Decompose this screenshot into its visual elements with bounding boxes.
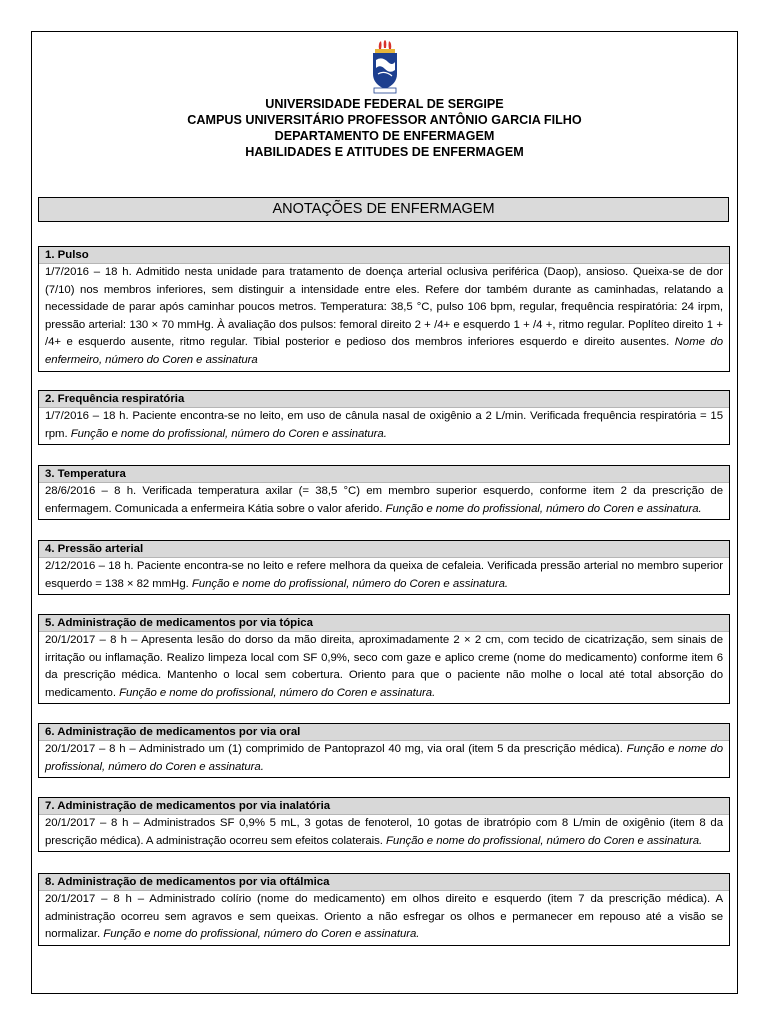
entry-signature: Nome do enfermeiro, número do Coren e assinatura	[45, 336, 724, 366]
entry-text: 20/1/2017 – 8 h – Administrados SF 0,9% 5 mL, 3 gotas de fenoterol, 10 gotas de ibratrópio com 8 L/min de oxigênio (item 8 da prescrição médica). A administração ocorreu sem efeitos colaterais. Função e nome do profissional, número do Coren e assinatura.	[45, 817, 723, 847]
entry-temperatura	[38, 465, 730, 520]
entry-pressao-arterial	[38, 540, 730, 595]
entry-text: 20/1/2017 – 8 h – Administrado um (1) comprimido de Pantoprazol 40 mg, via oral (item 5 da prescrição médica). Função e nome do profissional, número do Coren e assinatura.	[45, 743, 723, 773]
entry-text: 1/7/2016 – 18 h. Admitido nesta unidade para tratamento de doença arterial oclusiva periférica (Daop), ansioso. Queixa-se de dor (7/10) nos membros inferiores, sem distinguir a intensidade entre eles. Refere dor também durante as caminhadas, relatando a necessidade de parar após caminhar poucos metros. Temperatura: 38,5 °C, pulso 106 bpm, regular, frequência respiratória: 24 irpm, pressão arterial: 130 × 70 mmHg. À avaliação dos pulsos: femoral direito 2 + /4+ e esquerdo 1 + /4 +, ritmo regular. Poplíteo direito 1 + /4+ e esquerdo ausente, ritmo regular. Tibial posterior e pedioso dos membros inferiores esquerdo e direito ausentes. Nome do enfermeiro, número do Coren e assinatura	[45, 266, 724, 366]
entry-heading: 8. Administração de medicamentos por via oftálmica	[39, 874, 729, 891]
header-line-1: UNIVERSIDADE FEDERAL DE SERGIPE	[265, 97, 504, 111]
entry-heading: 3. Temperatura	[39, 466, 729, 483]
entry-text: 28/6/2016 – 8 h. Verificada temperatura axilar (= 38,5 °C) em membro superior esquerdo, conforme item 2 da prescrição de enfermagem. Comunicada a enfermeira Kátia sobre o valor aferido. Função e nome do profissional, número do Coren e assinatura.	[45, 485, 723, 515]
entry-signature: Função e nome do profissional, número do Coren e assinatura.	[45, 743, 723, 773]
entry-heading: 6. Administração de medicamentos por via oral	[39, 724, 729, 741]
entry-signature: Função e nome do profissional, número do Coren e assinatura.	[385, 502, 702, 515]
entry-via-topica	[38, 614, 730, 704]
entry-heading: 1. Pulso	[39, 247, 729, 264]
entry-signature: Função e nome do profissional, número do Coren e assinatura.	[70, 427, 387, 440]
entry-signature: Função e nome do profissional, número do Coren e assinatura.	[191, 577, 508, 590]
entry-heading: 2. Frequência respiratória	[39, 391, 729, 408]
entry-via-oral	[38, 723, 730, 778]
entry-signature: Função e nome do profissional, número do Coren e assinatura.	[386, 834, 703, 847]
entry-pulso	[38, 246, 730, 372]
entry-text: 2/12/2016 – 18 h. Paciente encontra-se no leito e refere melhora da queixa de cefaleia. Verificada pressão arterial no membro superior esquerdo = 138 × 82 mmHg. Função e nome do profissional, número do Coren e assinatura.	[45, 560, 723, 590]
entry-heading: 4. Pressão arterial	[39, 541, 729, 558]
entry-signature: Função e nome do profissional, número do Coren e assinatura.	[103, 928, 420, 941]
entry-signature: Função e nome do profissional, número do Coren e assinatura.	[119, 686, 436, 699]
header-line-3: DEPARTAMENTO DE ENFERMAGEM	[274, 129, 495, 143]
university-seal-icon	[370, 40, 400, 94]
entry-text: 20/1/2017 – 8 h – Administrado colírio (nome do medicamento) em olhos direito e esquerdo (item 7 da prescrição médica). A administração ocorreu sem agravos e sem queixas. Oriento a não esfregar os olhos e permanecer em repouso até a visão se normalizar. Função e nome do profissional, número do Coren e assinatura.	[45, 893, 723, 941]
entry-via-inalatoria	[38, 797, 730, 852]
document-title: ANOTAÇÕES DE ENFERMAGEM	[38, 197, 729, 222]
entry-text: 1/7/2016 – 18 h. Paciente encontra-se no leito, em uso de cânula nasal de oxigênio a 2 L/min. Verificada frequência respiratória = 15 rpm. Função e nome do profissional, número do Coren e assinatura.	[45, 410, 723, 440]
document-header	[31, 96, 738, 160]
entry-frequencia-respiratoria	[38, 390, 730, 445]
entry-heading: 5. Administração de medicamentos por via tópica	[39, 615, 729, 632]
entry-via-oftalmica	[38, 873, 730, 946]
entry-text: 20/1/2017 – 8 h – Apresenta lesão do dorso da mão direita, aproximadamente 2 × 2 cm, com tecido de cicatrização, sem sinais de irritação ou inflamação. Realizo limpeza local com SF 0,9%, seco com gaze e aplico creme (nome do medicamento) conforme item 6 da prescrição médica. Mantenho o local sem cobertura. Oriento para que o paciente não molhe o local até total absorção do medicamento. Função e nome do profissional, número do Coren e assinatura.	[45, 634, 723, 699]
header-line-4: HABILIDADES E ATITUDES DE ENFERMAGEM	[245, 145, 524, 159]
header-line-2: CAMPUS UNIVERSITÁRIO PROFESSOR ANTÔNIO GARCIA FILHO	[187, 113, 582, 127]
entry-heading: 7. Administração de medicamentos por via inalatória	[39, 798, 729, 815]
